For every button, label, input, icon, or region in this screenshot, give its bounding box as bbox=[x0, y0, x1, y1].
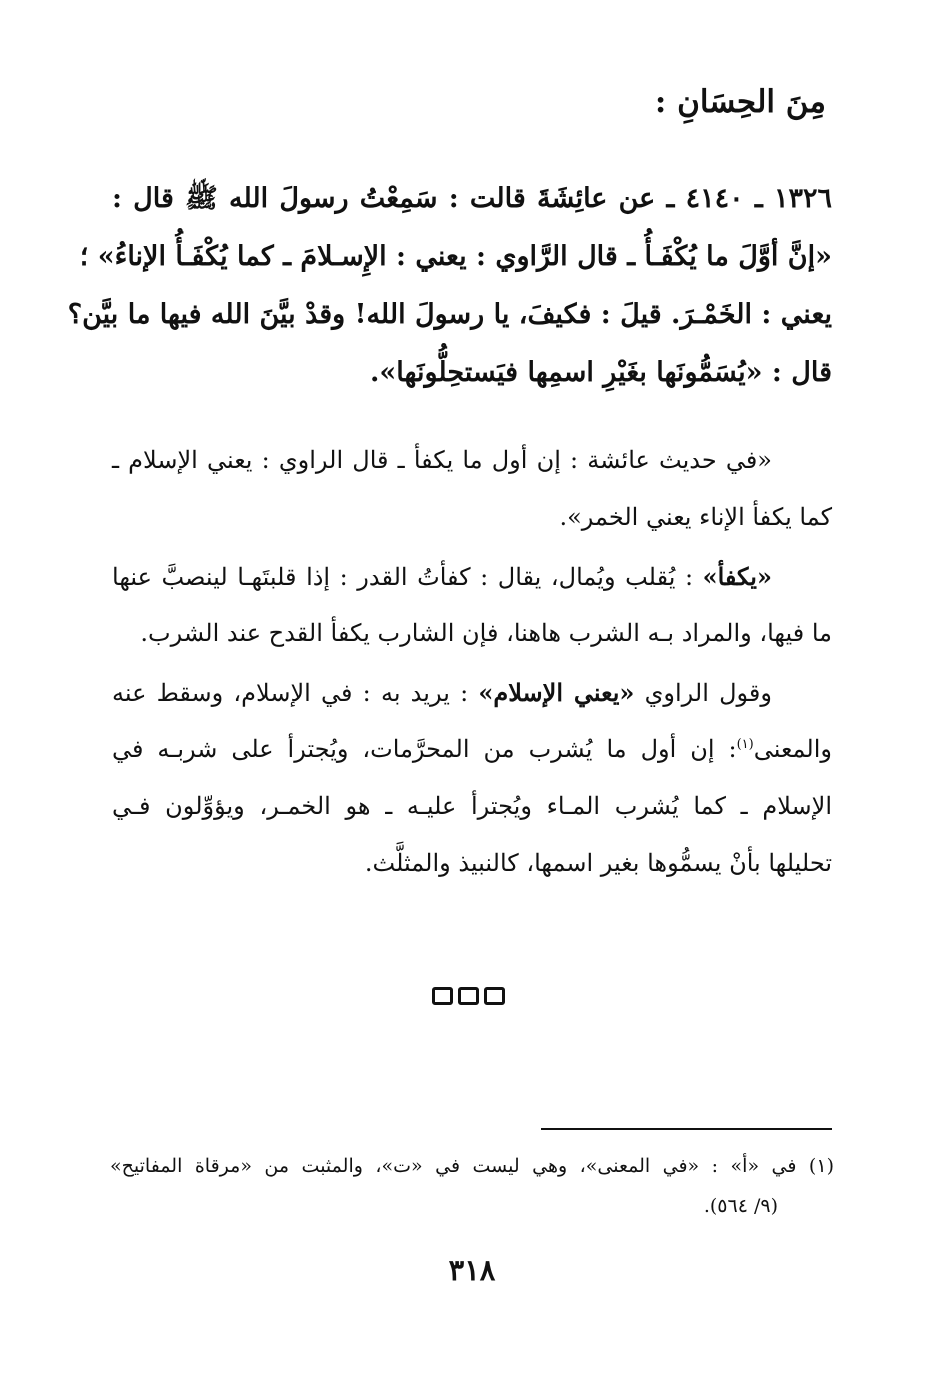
ornament-square bbox=[432, 987, 453, 1005]
section-heading: مِنَ الحِسَانِ : bbox=[654, 84, 826, 120]
commentary-line: تحليلها بأنْ يسمُّوها بغير اسمها، كالنبيذ والمثلَّث. bbox=[364, 849, 832, 877]
hadith-line-1: ١٣٢٦ ـ ٤١٤٠ ـ عن عائِشَةَ قالت : سَمِعْتُ رسولَ الله ﷺ قال : bbox=[112, 183, 832, 214]
narrator-lead: وقول الراوي bbox=[644, 679, 772, 707]
footnote-line: (٩/ ٥٦٤). bbox=[703, 1195, 778, 1217]
page-number: ٣١٨ bbox=[448, 1253, 496, 1287]
commentary-line: ما فيها، والمراد بـه الشرب هاهنا، فإن الشارب يكفأ القدح عند الشرب. bbox=[140, 619, 832, 647]
commentary-paragraph-3 bbox=[112, 664, 832, 892]
definition-text: : يُقلب ويُمال، يقال : كفأتُ القدر : إذا قلبتَهـا لينصبَّ عنها bbox=[112, 563, 694, 591]
hadith-line-3: يعني : الخَمْـرَ. قيلَ : فكيفَ، يا رسولَ الله! وقدْ بيَّنَ الله فيها ما بيَّن؟ bbox=[67, 299, 832, 330]
footnote-line: (١) في «أ» : «في المعنى»، وهي ليست في «ت»، والمثبت من «مرقاة المفاتيح» bbox=[110, 1155, 834, 1177]
commentary-line: «في حديث عائشة : إن أول ما يكفأ ـ قال الراوي : يعني الإسلام ـ bbox=[112, 446, 772, 474]
commentary-paragraph-1 bbox=[112, 432, 832, 546]
hadith-text bbox=[67, 170, 832, 402]
meaning-text: : إن أول ما يُشرب من المحرَّمات، ويُجترأ على شربـه في bbox=[112, 735, 737, 763]
commentary-line bbox=[112, 721, 832, 778]
footnotes bbox=[110, 1146, 834, 1226]
commentary-line: كما يكفأ الإناء يعني الخمر». bbox=[559, 503, 832, 531]
footnote-reference[interactable]: (١) bbox=[736, 737, 754, 752]
ornament-square bbox=[484, 987, 505, 1005]
meaning-lead: والمعنى bbox=[753, 735, 832, 763]
quoted-term: «يعني الإسلام» bbox=[478, 678, 635, 707]
explanation-text: : يريد به : في الإسلام، وسقط عنه bbox=[112, 679, 469, 707]
hadith-line-2: «إنَّ أوَّلَ ما يُكْفَـأُ ـ قال الرَّاوي : يعني : الإِسـلامَ ـ كما يُكْفَـأُ الإناءُ» ؛ bbox=[79, 241, 832, 272]
commentary-line: الإسلام ـ كما يُشرب المـاء ويُجترأ عليـه ـ هو الخمـر، ويؤوِّلون فـي bbox=[112, 792, 832, 820]
commentary bbox=[112, 432, 832, 892]
commentary-paragraph-2 bbox=[112, 548, 832, 662]
defined-term: «يكفأ» bbox=[702, 562, 772, 591]
footnote-separator bbox=[541, 1128, 832, 1130]
section-divider-ornament bbox=[432, 987, 522, 1011]
commentary-line bbox=[112, 548, 832, 605]
hadith-line-4: قال : «يُسَمُّونَها بغَيْرِ اسمِها فيَستحِلُّونَها». bbox=[370, 357, 832, 388]
commentary-line bbox=[112, 664, 832, 721]
ornament-square bbox=[458, 987, 479, 1005]
